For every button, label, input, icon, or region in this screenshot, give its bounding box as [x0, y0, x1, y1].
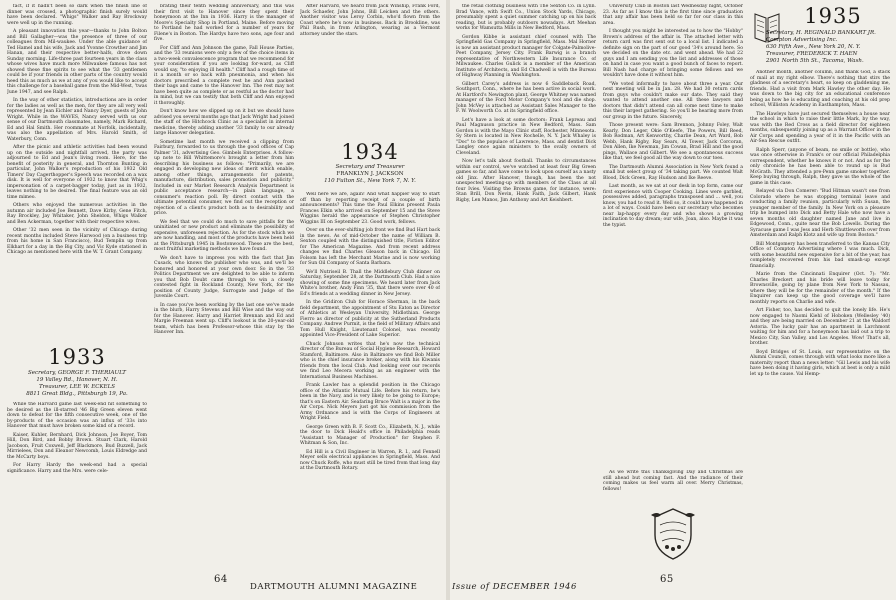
paragraph: Other '32 men seen in the vicinity of Chicago during recent months included Steve Harwood (on a business trip from his home in San Francisco), Bud Templin up from Elkhart for a day in the Big City, and Vic Kyde stationed in Chicago as mentioned here with the W. T. Grant Company. — [7, 228, 147, 255]
address-line: 110 Fulton St., New York 7, N. Y. — [324, 178, 416, 184]
left-col-3-top — [300, 4, 440, 134]
class-year-1935: 1935 — [804, 4, 862, 28]
paragraph: For Cliff and Ann Johnson the game, Fall House Parties, and the '33 reunions were only a few of the choice items in a two-week convalescence program that we recommend for your consideration if you are looking for-ward, as Cliff would say, "to enjoying ill health." Cliff had a rough time of it a month or so back with pneumonia, and when his doctors prescribed a complete rest he and Ann packed their bags and came to the Hanover Inn. The rest may not have been quite as complete or as restful as the doctor had in mind, but we can testify that both Cliff and Ann enjoyed it thoroughly. — [154, 45, 294, 106]
secretary-line: Secretary and Treasurer — [335, 164, 405, 170]
paragraph: As we write this Thanksgiving Day and Christmas are still ahead but coming fast. And the radiance of their coming makes us feel warm all over. Merry Christmas, fellows! — [603, 470, 743, 492]
holly-crest-icon — [645, 505, 701, 563]
paragraph: After the picnic and athletic activities had been wound up on the outside and nightfall arrived, the party was adjourned to Ed and Jean's living room. Here, for the benefit of posterity in general, and Thornton Bunting in particular, John Walker's reproduction of his 1932 Old Timers' Day Cagerthopper's Speech was recorded on a wax disk. It is well for everyone of 1932 to know that Whig's impersonation of a carpet-bagger today, just as in 1932, leaves nothing to be desired. The final feature was an old time mimeo. — [7, 145, 147, 200]
paragraph: While the Harvard game last week-end hit something to be desired as the ill-starred '46 Big Green eleven went down to defeat for the fifth consecutive week, one of the by-products of the occasion was an influx of '33s into Hanover that must have broken some kind of a record. — [7, 402, 147, 429]
paragraph: Let's have a look at some doctors: Frank Lepreau and Paul Magnuson practice in New Bedford, Mass. Sam Gordon is with the Mayo Clinic staff, Rochester, Minnesota. Sy Stern is located in New Rochelle, N. Y. Jack Whaley is "Doc" to the populace of Lawrence, Mass. and dentist Dick Langley once again ministers to the ovally owners of Cleveland. — [456, 117, 596, 156]
name-line: FRANKLYN J. JACKSON — [336, 171, 404, 177]
right-col-1 — [456, 4, 596, 572]
paragraph: Last month, as we sat at our desk in top form, came our first experience with Cooper Cooking. Lines were garbled, possessives added, paragraphs transposed and ... well, you know, you had to read it. Well so, it could have happened in a lot of ways. Could have been our secretary who becomes near lap-happy every day and who shows a growing inclination to day dream; our wife, Joan, also. Maybe it was the typist. — [603, 184, 743, 228]
paragraph: Kaiser, Kuhler, Bernhard, Dick Johnson, Joe Boyer, Tom Hill, Don Bird, and Bobby Brown. Stuart Clark, Harold Jacobson, Fruit Coxwell, Jeff Blackmore, Bud Buzzell, Jack Mirrielees, Don and Eleanor Newcomb, Louis Eldredge and the McCarty boys. — [7, 432, 147, 460]
paragraph: I thought you might be interested as to how the "Hobby" Brown's address of the affair is. The attached letter with return card was first sent out to a local list. I indicated a definite sign on the part of our good '34's around here. So we decided on the date etc. and went ahead. We had 22 guys and I am sending you the list and addresses of those on hand in case you want a good bunch of faces to report. Bill Nash had charge of bringing some fellows and we wouldn't have done it without him. — [603, 29, 743, 78]
paragraph: The Hawleys have just secured themselves a house near the school in which to raise their little Mark, by the way, was with the Red Cross as a field director for eighteen months, subsequently joining up as a Warrant Officer in the Air Corps and spending a year of it in the Pacific with an Air-Sea Rescue outfit. — [750, 111, 890, 144]
address-line: 8811 Great Bldg., Pittsburgh 19, Pa. — [26, 391, 128, 397]
paragraph: the retail clothing business with The Sexton Co. in Lynn. Brad Vance, with Swift Co., Union Stock Yards, Chicago, presumably spent a quiet summer catching up on his back reading, but is probably outdoors nowadays. Art Meehan works for Wamsutta Mills in New Bedford, Mass. — [456, 4, 596, 31]
paragraph: Others who enjoyed the numerous activities in the autumn air included Joe Bennett, Dave Kirby, Gene Fitch, Ray Brockley, Jay Whitaker, John Sheldon, Whigs Walker and Ben Ackerman, together with their respective wives. — [7, 203, 147, 225]
paragraph: We'll Nutriseil B. Thall the Middlebury Club dinner on Saturday, September 28, at the Dartmouth Club. Had a nice showing of some fine specimens. We heard later from Jack White's brother, Andy Finn '35, that there were over 40 of Ed's friends at a wedding dinner in New Jersey. — [300, 269, 440, 297]
left-page — [0, 0, 446, 600]
class-year-1933: 1933 — [48, 345, 106, 369]
right-col-2-tail — [603, 470, 743, 500]
secretary-line: Secretary, H. REGINALD BANKART JR. — [766, 30, 876, 36]
paragraph: Well here we are, again! And what happier way to start off than by reporting receipt of a couple of birth announcements? This time the Paul Elkins present Paula Frances Elkin who arrived on September 15 and the Steve Wiggins herald the appearance of Stephen Christopher Wiggins III on September 23. Good work, fellows. — [300, 192, 440, 225]
right-col-2 — [603, 4, 743, 476]
address-line: 630 Fifth Ave., New York 20, N. Y. — [766, 44, 861, 50]
paragraph: Gilbert Carey's address is now 6 Saddleback Road, Southport, Conn., where he has been active in social work. At Hartford's Newington plant, George Whitney was named manager of the Ford Motor Company's tool and die shop. John McVey is attached as Assistant Sales Manager to the F. W. Woolworth Co. at its Springfield office. — [456, 81, 596, 114]
paragraph: The Dartmouth Alumni Association in New York found a small but select group of '34 taking part. We counted Walt Blood, Dick Green, Ray Hudson and Ike Reeve. — [603, 164, 743, 181]
paragraph: "We voted informally to have about three a year. Our next meeting will be in Jan. 28. We had 30 return cards from guys who couldn't make our date. They said they wanted to attend another one. All these lawyers and doctors that didn't attend can all come next time to make this their largest gathering. So you'll be hearing more from our group in the future. Sincerely, — [603, 81, 743, 120]
paragraph: George Green with B. F. Scott Co., Elizabeth, N. J., while the door to Dick Heald's office in Philadelphia reads "Assistant to Manager of Production" for Stephen F. Whitman & Son, Inc. — [300, 424, 440, 446]
paragraph: We feel that we could do much to save pitfalls for the uninitiated or new product and eliminate the possibility of expensive, unforeseen rejection. As for the stock which we are now handling, and most of the products have been held at the Pittsburgh 1945 in Bostonwood. These are the best, most fruitful marketing methods we have found. — [154, 219, 294, 252]
paragraph: Frank Lawler has a splendid position in the Chicago office of the Atlantic Mutual Life. Before his return, he's been in the Navy, and is very likely to be going to Europe; that's on Eastern Air. Seafaring Bruce Walt is a major in the Air Corps. Nick Meyers just got his commission from the Army Ordnance and is with the Corps of Engineers at Wright Field. — [300, 383, 440, 421]
right-page — [450, 0, 896, 600]
paragraph: Another month, another column, and thank God, a stack of mail at my right elbow. There's nothing that stirs the gladness of a secretary's heart, so keep on gladdening me, friends. Had a visit from Mark Hawley the other day. He was down to the big city for an educational conference being as how he is educating and coaching at his old prep school, Williston Academy in Easthampton, Mass. — [750, 70, 890, 108]
class-officers-1934 — [300, 164, 440, 185]
paragraph: Those present were: Sam Brennon, Johnny Foley, Walt Kearly, Don Leger, Okie O'Keefe, The Powers, Bill Reed, Bob Rodman, Art Kenworthy, Charlie Dean, Art Ward, Bob Webb, Hank Rigby, Ray Sears, Al Tower, Jack Corcoran, Don Allen, Ike Newman, Jim Cowan, Brad Hill and the good pings, Wallace and Gilbert. We see a spontaneous success like that, we feel good all the way down to our toes. — [603, 123, 743, 161]
paragraph: Ralph Sperr, (anyone of beam, no smile or bottle), who was once otherwise in Frank's or our official Philadelphia correspondent, whether he knows it or not. And as for the only chronicle he has been able to round up is Bud McGrath. They attended a pre-Penn game smoker together. Keep buying through, Ralph, they gave us the whole of the game in this case. — [750, 147, 890, 186]
paragraph: For Harry Hardy the week-end had a special significance. Harry and the Mrs. were cele- — [7, 463, 147, 474]
treasurer-line: Treasurer, FREDERICK T. HAEN — [766, 51, 858, 57]
class-officers-1933 — [7, 370, 147, 398]
magazine-title: DARTMOUTH ALUMNI MAGAZINE — [250, 582, 418, 592]
paragraph: Gordon Kibbe is assistant chief counsel with The Springfield Gas Company in Springfield, Mass. Mal Horner is now an assistant product manager for Colgate-Palmolive-Peet Company, Jersey City. Frank Barwig is a branch representative of Northwestern Life Insurance Co. of Milwaukee. Charles Gulick is a member of the American Institute of Architects, and Ed Chadwell is with the Bureau of Highway Planning in Washington. — [456, 34, 596, 78]
paragraph: We don't have to impress you with the fact that Jim Cusack, who knows the publisher who was, and we'll be honored and honored at your own door. So in the '33 Politics Department we are delighted to be able to inform you that Bob Doubt came through to win a closely contested fight in Rockland County, New York, for the position of County Judge, Surrogate and Judge of the Juvenile Court. — [154, 255, 294, 299]
paragraph: fact, if it hadn't been so dark when the finish line of dinner was crossed, a photographic finish surely would have been declared. "Whigs" Walker and Ray Brockway were well up in the running. — [7, 4, 147, 26]
right-col-3 — [750, 70, 890, 572]
left-col-2 — [154, 4, 294, 572]
left-col-1-after — [7, 402, 147, 572]
paragraph: A pleasant innovation this year—thanks to John Bolton and Bill Gallagher—was the presence of three of our colleagues from Mil-waukee. Under the able guidance of Ted Hamel and his wife, Jack and Yvonne Crowther and Jim Hanan, and their respective better-halfs, drove down Sunday morning. Life-three past fourteen years in the class whose wives have much more Milwaukee famous has not showed these fine spirits to see what the '33 gentlemen could be if your friends in other parts of the country would heed this as much as we at any of you would like to accept this challenge for a baseball game from the Mid-West, 'twas June 1947, and see Ralph. — [7, 29, 147, 95]
paragraph: Don't know how we slipped up on it but we should have advised you several months ago that Jack Wright had joined the staff of the Hitchcock Clinic as a specialist in internal medicine, thereby adding another '33 family to our already large Hanover delegation. — [154, 109, 294, 136]
paragraph: University Club in Boston last Wednesday night, October 23. As far as I know this is the first time since graduation that any affair has been held so far for our class in this area. — [603, 4, 743, 26]
paragraph: In the Gridiron Club for Horace Sherman, in the back field department, the appointment of Stu Eaton as Director of Athletics at Wesleyan University, Midlothian. George Fierro as director of publicity at the Sutherland Products Company. Andrew Purmit, is the field of Military Affairs and Tom Hull Knight, Lieutenant Colonel, was recently appointed Vice-President of Lake Superior. — [300, 300, 440, 338]
paragraph: After Harvard, we heard from Jack Winship, Frank Ford, Jack Schaefer, John Johns, Bill Leicken and the others. Another visitor was Leroy Corbin, who'd flown from the Coast where he's now in business. Back in Brookline, was Phil Rush, in from Arlington, wearing as a Vermont attorney under the stars. — [300, 4, 440, 37]
class-year-1934: 1934 — [341, 140, 399, 164]
treasurer-line: Treasurer, LEE W. ECKELS — [39, 384, 115, 390]
page-number: 64 — [214, 574, 228, 585]
secretary-line: Secretary, GEORGE F. THERIAULT — [28, 370, 126, 376]
paragraph: Now let's talk about football. Thanks to circumstances within our control, we've watched at least four Big Green games so far, and have come to look upon ourself as a nasty old Jinx. After Hanover, though, has been the not unexpected meeting-up with members of the Class at all four Ivies. Visiting the Browns game, for instance, were: Stan Brill, Don Nevin, Hank Faith, Jack Gilbert, Hank Rigby, Len Manos, Jim Anthony and Art Keishbert. — [456, 159, 596, 203]
paragraph: Art Fisher, too, has decided to quit the lonely life. He's now engaged to Naomi Kiehl of Hoboken (Wellesley '40) and they are being married on December 21 at the Waldorf Astoria. The lucky pair has an apartment in Larchmont waiting for him and for a honeymoon has laid out a trip to Mexico City, San Valley, and Los Angeles. Wow! That's all, brother. — [750, 308, 890, 346]
paragraph: Chuck Johnson writes that he's now the technical director of the Bureau of Social Hygiene Research, Howard Stamford, Baltimore. Also in Baltimore we find Bob Miller who is the chief insurance broker, along with his Kiwanis friends from the local Club. And looking over our records we find Leo Mecera working as an engineer with the International Business Machines. — [300, 341, 440, 380]
paragraph: Marie from the Cincinnati Enquirer (Oct. 7): "Mr. Charles Breckert and his bride will leave today for Brownsville, going by plane from New York to Nassau, where they will be for the remainder of the month." If the Enquirer can keep up the good coverage we'll have monthly reports on Charlie and wife. — [750, 272, 890, 305]
page-number: 65 — [660, 574, 674, 585]
address-line: 19 Valley Rd., Hanover, N. H. — [36, 377, 118, 383]
paragraph: Ed Hill is a Civil Engineer in Warren, R. I., and Fennell Meyer sells electrical appliances in Springfield, Mass. And now Chuck Roffe, who must still be tired from that long day at the Dartmouth Rotary. — [300, 449, 440, 471]
paragraph: In case you've been working by the last one we've made in the blurb, Harry Stevens and Bill Wise and the way out for the Hanover. Harry and Harriet Brennan and Ed and Margie Freeman went up. Cliff's lookout is the 20-year-old team, which has been Professor-whose this stay by the Hanover Inn. — [154, 302, 294, 335]
class-officers-1935 — [766, 30, 896, 65]
address-line: 2901 North 5th St., Tacoma, Wash. — [766, 58, 864, 64]
paragraph: brating their tenth wedding anniversary, and this was their first visit to Hanover since they spent their honeymoon at the Inn in 1936. Harry is the manager of Moore's Specialty Shop in Portland, Maine. Before moving to Portland he had worked for a number of years for Filene's in Boston. The Hardys have two sons, age four and five. — [154, 4, 294, 42]
left-col-3 — [300, 192, 440, 572]
company-line: Compton Advertising Inc. — [766, 37, 838, 43]
issue-label: Issue of DECEMBER 1946 — [452, 582, 577, 592]
paragraph: Sometime last month we received a clipping from Fairbury, forwarded to us through the good offices of Cap Palmer '31, advertising Geo. Gimbels Enterprises. A follow-up note to Bill Whittemore's brought a letter from him describing his business as follows: "Primarily, we are engaged in developing new ideas of merit which enable, among other things, arrangements for patents, manufacture, distribution, sales promotion and publicity." Included in our Market Research Analysis Department is public acceptance research—in plain language, a consumer's reaction poll. By direct contact with the ultimate potential consumer, we find out the reception or rejection of a client's product both as to desirability and price. — [154, 139, 294, 216]
paragraph: Relayed via Don Comerer: "Bud Hitman wasn't one from Colorado where he was stopping terminal leave and conducting a family reunion, particularly with Susan, the younger member of the family. In New York on a pleasure trip he bumped into Dick and Betty Hale who now have a seven months old daughter named Jane and live in Edgewood, Conn., quite near the Bob Lowells. During the Syracuse game I was Jess and Herb Shuttleworth over from Amsterdam and Ralph Klotz and wife up from Boston." — [750, 189, 890, 238]
paragraph: Boyd Bridges of St. Louis, our representative on the Alumni Council, comes through with what looks more like a maternity report than a news letter: "Gil Lewis and his wife have been doing it having girls, which at best is only a mild let up to the cause. Val Hemp- — [750, 349, 890, 377]
paragraph: Bill Montgomery has been transferred to the Kansas City Office of Compton Advertising where I was much. Dick, with some beautiful new expensive for a bit of the year, has completely recovered from his bad smash-up except financially. — [750, 241, 890, 269]
holly-crest-illustration — [645, 505, 701, 563]
paragraph: In the way of other statistics, introductions are in order for the ladies as well as the men, for they are all very well represented by Jean Eichler and Nancy Dyer, guests of John Wright. While in the WAVES, Nancy served with us our sense of our Dartmouth classmates, namely, Mark Richard, Ed and Hal Smith. Her roommate at Norfolk, incidentally, was also the appellation of Mrs. Harold Smith, of Waterbury, Conn. — [7, 98, 147, 142]
paragraph: Over on the ever-shifting job front we find Bud Hart back in the news. As of mid-October the name of William B. Sexton coupled with the distinguished title, Fiction Editor for The American Magazine. And from recent address changes we find Charles Gleason back in Chicago. Ed Folsom has left the Merchant Marine and is now working for Sun Oil Company of Santa Barbara. — [300, 228, 440, 266]
